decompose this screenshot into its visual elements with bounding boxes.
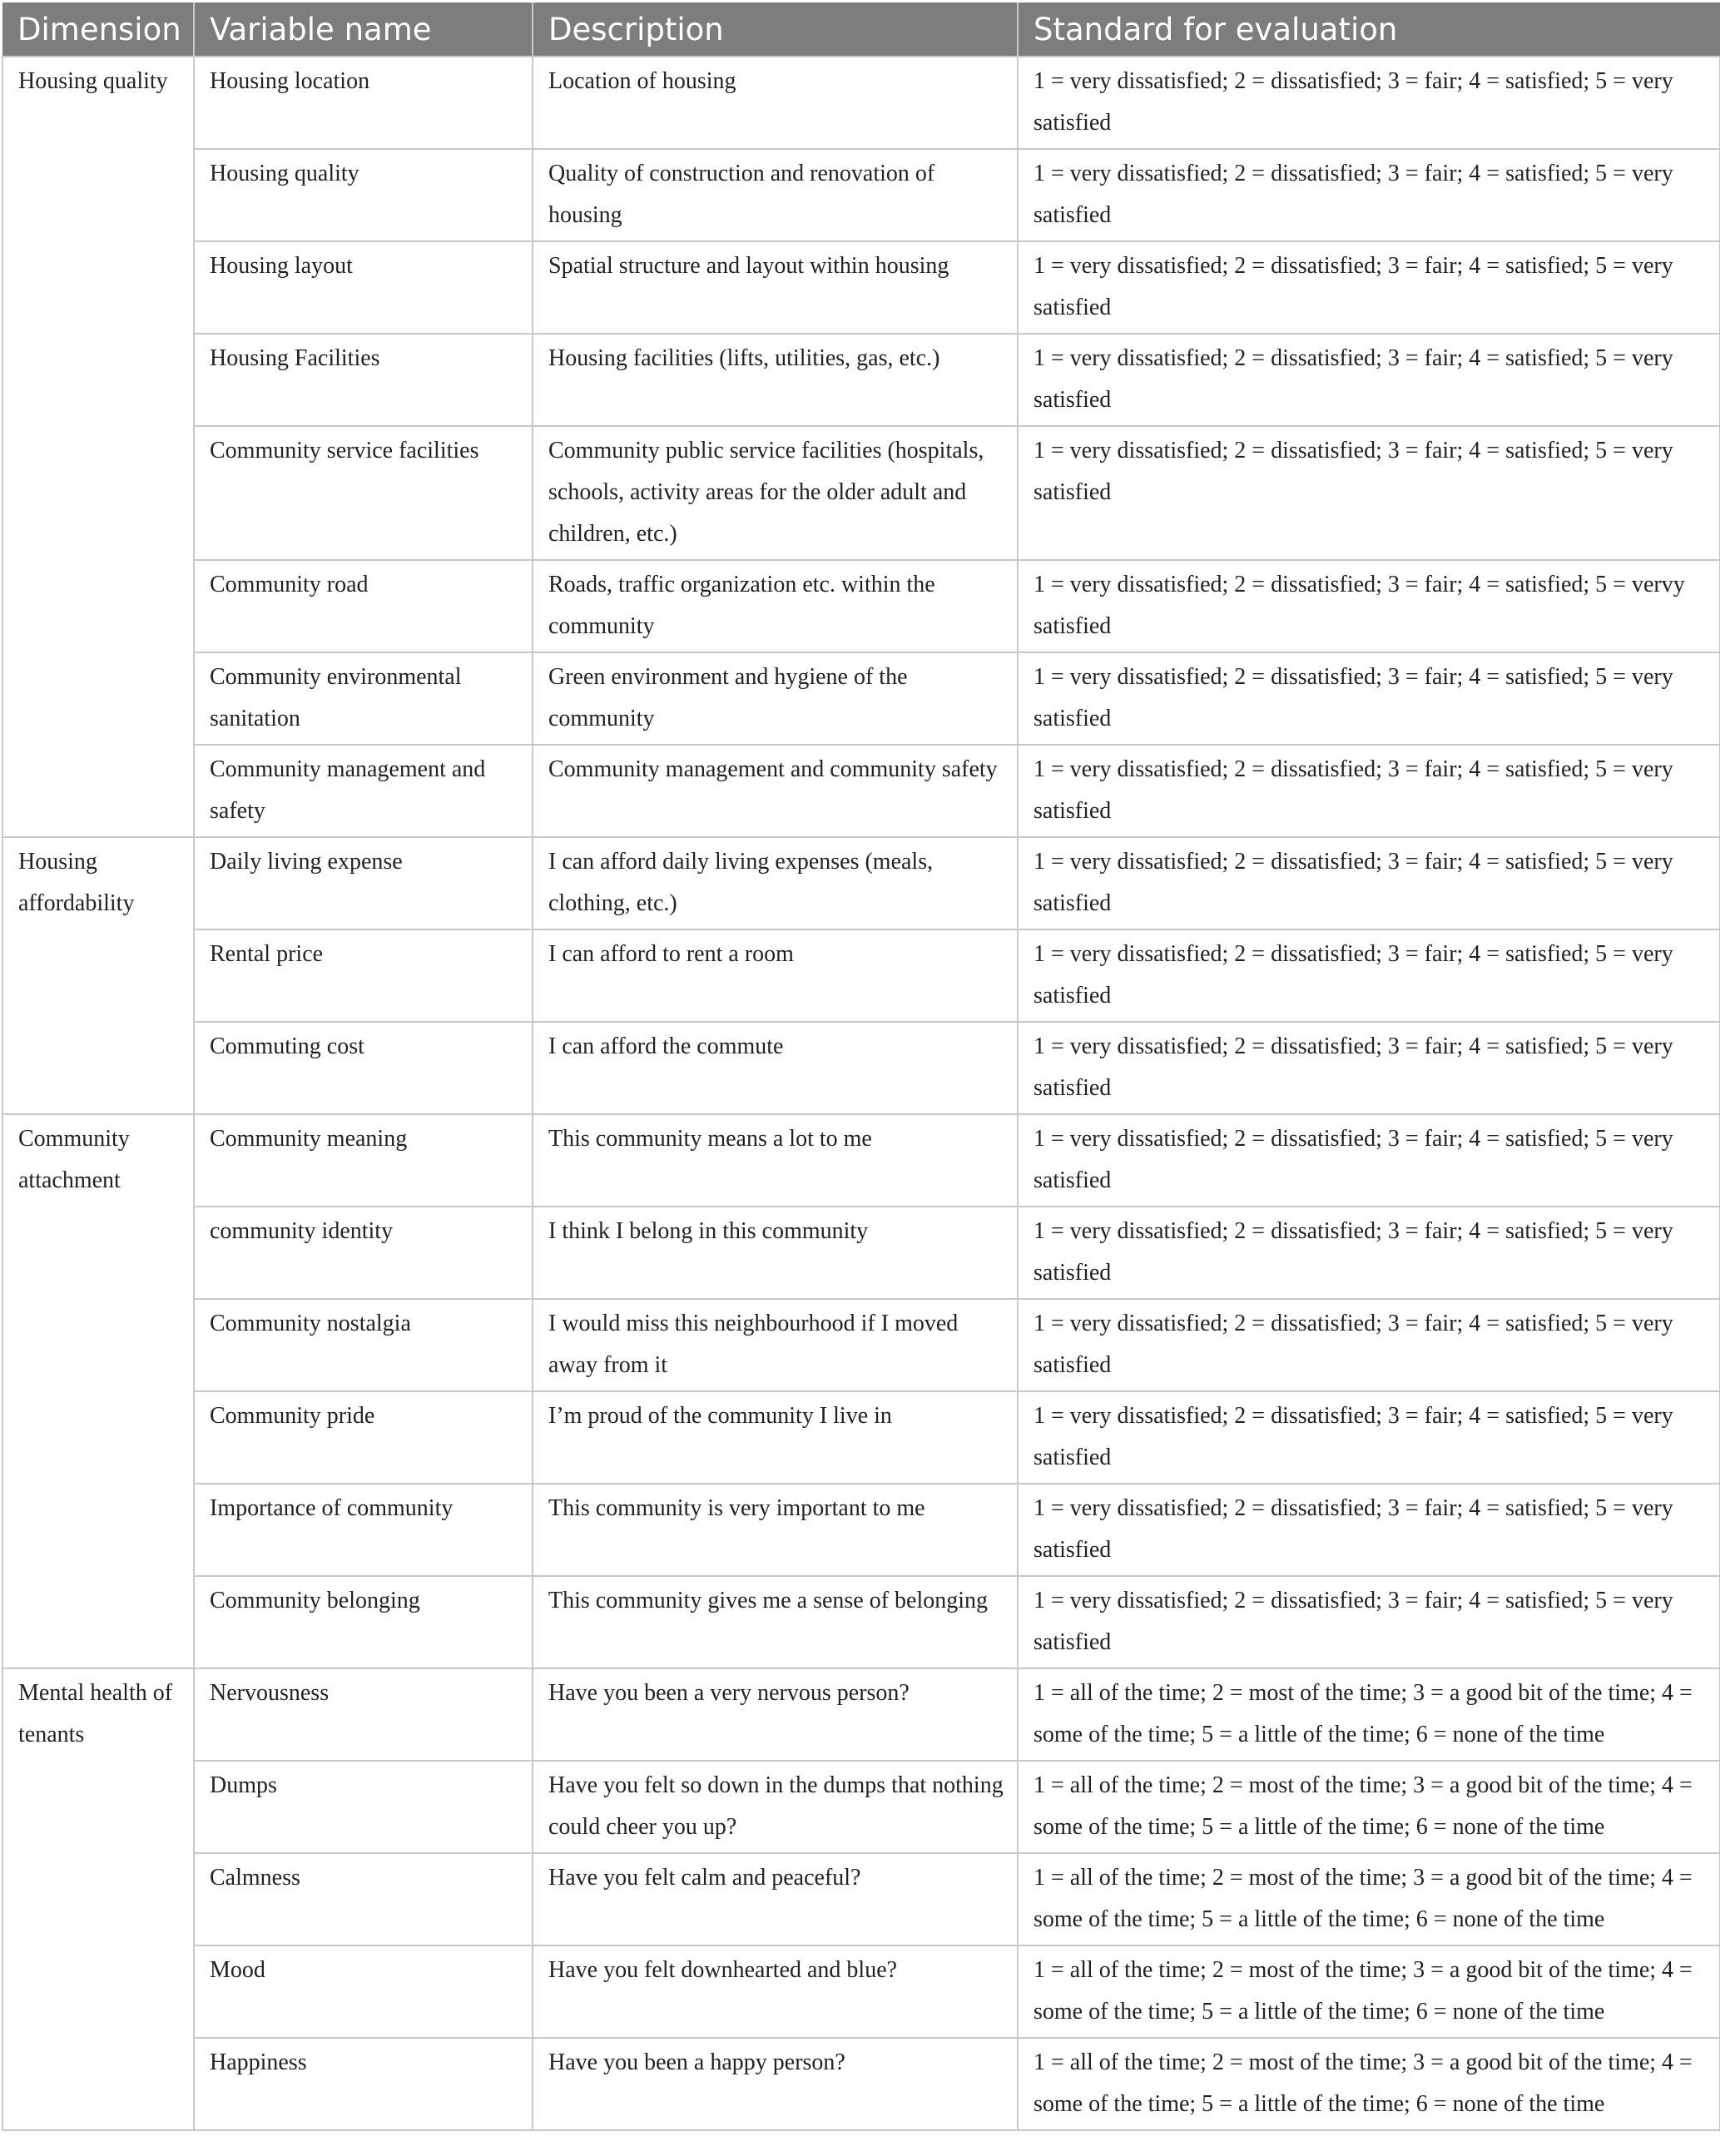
header-description: Description (533, 2, 1018, 57)
description-cell: Quality of construction and renovation of housing (533, 149, 1018, 241)
description-cell: This community means a lot to me (533, 1114, 1018, 1207)
table-row (2, 560, 1720, 652)
variable-name-cell: Housing quality (194, 149, 533, 241)
variable-name-cell: Dumps (194, 1761, 533, 1853)
standard-cell: 1 = very dissatisfied; 2 = dissatisfied; 3 = fair; 4 = satisfied; 5 = very satisfied (1018, 1207, 1720, 1299)
variable-name-cell: Community nostalgia (194, 1299, 533, 1391)
table-row (2, 929, 1720, 1022)
description-cell: Housing facilities (lifts, utilities, gas, etc.) (533, 334, 1018, 426)
description-cell: I can afford to rent a room (533, 929, 1018, 1022)
standard-cell: 1 = very dissatisfied; 2 = dissatisfied; 3 = fair; 4 = satisfied; 5 = very satisfied (1018, 1022, 1720, 1114)
variable-name-cell: community identity (194, 1207, 533, 1299)
variable-name-cell: Housing layout (194, 241, 533, 334)
header-row (2, 2, 1720, 57)
description-cell: Community management and community safety (533, 745, 1018, 837)
standard-cell: 1 = very dissatisfied; 2 = dissatisfied; 3 = fair; 4 = satisfied; 5 = very satisfied (1018, 426, 1720, 560)
table-row (2, 1299, 1720, 1391)
variable-name-cell: Nervousness (194, 1668, 533, 1761)
table-row (2, 837, 1720, 929)
description-cell: Have you been a happy person? (533, 2038, 1018, 2130)
header-dimension: Dimension (2, 2, 194, 57)
variable-name-cell: Housing Facilities (194, 334, 533, 426)
standard-cell: 1 = very dissatisfied; 2 = dissatisfied; 3 = fair; 4 = satisfied; 5 = very satisfied (1018, 1391, 1720, 1484)
standard-cell: 1 = all of the time; 2 = most of the time; 3 = a good bit of the time; 4 = some of the time; 5 = a little of the time; 6 = none of the time (1018, 1853, 1720, 1945)
variable-name-cell: Community belonging (194, 1576, 533, 1668)
table-row (2, 426, 1720, 560)
dimension-cell: Housing quality (2, 57, 194, 837)
standard-cell: 1 = very dissatisfied; 2 = dissatisfied; 3 = fair; 4 = satisfied; 5 = very satisfied (1018, 652, 1720, 745)
standard-cell: 1 = all of the time; 2 = most of the time; 3 = a good bit of the time; 4 = some of the time; 5 = a little of the time; 6 = none of the time (1018, 2038, 1720, 2130)
description-cell: This community gives me a sense of belonging (533, 1576, 1018, 1668)
description-cell: Have you felt downhearted and blue? (533, 1945, 1018, 2038)
description-cell: Community public service facilities (hospitals, schools, activity areas for the older adult and children, etc.) (533, 426, 1018, 560)
variable-name-cell: Importance of community (194, 1484, 533, 1576)
table-row (2, 1576, 1720, 1668)
description-cell: I can afford the commute (533, 1022, 1018, 1114)
description-cell: I can afford daily living expenses (meals, clothing, etc.) (533, 837, 1018, 929)
table-row (2, 1207, 1720, 1299)
description-cell: Green environment and hygiene of the community (533, 652, 1018, 745)
variable-name-cell: Mood (194, 1945, 533, 2038)
standard-cell: 1 = all of the time; 2 = most of the time; 3 = a good bit of the time; 4 = some of the time; 5 = a little of the time; 6 = none of the time (1018, 1945, 1720, 2038)
variable-name-cell: Community service facilities (194, 426, 533, 560)
description-cell: Have you felt so down in the dumps that nothing could cheer you up? (533, 1761, 1018, 1853)
variable-name-cell: Community pride (194, 1391, 533, 1484)
variable-name-cell: Housing location (194, 57, 533, 149)
table-header (2, 2, 1720, 57)
table-body (2, 57, 1720, 2130)
dimension-cell: Housing affordability (2, 837, 194, 1114)
table-row (2, 241, 1720, 334)
variable-name-cell: Happiness (194, 2038, 533, 2130)
standard-cell: 1 = very dissatisfied; 2 = dissatisfied; 3 = fair; 4 = satisfied; 5 = very satisfied (1018, 745, 1720, 837)
table-row (2, 1668, 1720, 1761)
variable-name-cell: Community road (194, 560, 533, 652)
description-cell: This community is very important to me (533, 1484, 1018, 1576)
table-row (2, 334, 1720, 426)
standard-cell: 1 = very dissatisfied; 2 = dissatisfied; 3 = fair; 4 = satisfied; 5 = very satisfied (1018, 1114, 1720, 1207)
standard-cell: 1 = very dissatisfied; 2 = dissatisfied; 3 = fair; 4 = satisfied; 5 = very satisfied (1018, 1576, 1720, 1668)
description-cell: Roads, traffic organization etc. within the community (533, 560, 1018, 652)
table-row (2, 1853, 1720, 1945)
variable-name-cell: Commuting cost (194, 1022, 533, 1114)
table-row (2, 1391, 1720, 1484)
description-cell: I think I belong in this community (533, 1207, 1018, 1299)
standard-cell: 1 = very dissatisfied; 2 = dissatisfied; 3 = fair; 4 = satisfied; 5 = very satisfied (1018, 149, 1720, 241)
description-cell: I would miss this neighbourhood if I moved away from it (533, 1299, 1018, 1391)
table-row (2, 1114, 1720, 1207)
description-cell: Spatial structure and layout within housing (533, 241, 1018, 334)
table-row (2, 1945, 1720, 2038)
standard-cell: 1 = all of the time; 2 = most of the time; 3 = a good bit of the time; 4 = some of the time; 5 = a little of the time; 6 = none of the time (1018, 1668, 1720, 1761)
table-row (2, 652, 1720, 745)
standard-cell: 1 = very dissatisfied; 2 = dissatisfied; 3 = fair; 4 = satisfied; 5 = very satisfied (1018, 57, 1720, 149)
variable-name-cell: Community management and safety (194, 745, 533, 837)
standard-cell: 1 = very dissatisfied; 2 = dissatisfied; 3 = fair; 4 = satisfied; 5 = very satisfied (1018, 241, 1720, 334)
description-cell: Have you been a very nervous person? (533, 1668, 1018, 1761)
standard-cell: 1 = very dissatisfied; 2 = dissatisfied; 3 = fair; 4 = satisfied; 5 = very satisfied (1018, 1299, 1720, 1391)
variable-name-cell: Daily living expense (194, 837, 533, 929)
variable-name-cell: Community environmental sanitation (194, 652, 533, 745)
description-cell: I’m proud of the community I live in (533, 1391, 1018, 1484)
dimension-cell: Mental health of tenants (2, 1668, 194, 2130)
header-standard: Standard for evaluation (1018, 2, 1720, 57)
variables-table (2, 2, 1720, 2131)
table-row (2, 57, 1720, 149)
standard-cell: 1 = very dissatisfied; 2 = dissatisfied; 3 = fair; 4 = satisfied; 5 = very satisfied (1018, 334, 1720, 426)
variable-name-cell: Community meaning (194, 1114, 533, 1207)
dimension-cell: Community attachment (2, 1114, 194, 1668)
table-row (2, 1484, 1720, 1576)
table-row (2, 149, 1720, 241)
standard-cell: 1 = very dissatisfied; 2 = dissatisfied; 3 = fair; 4 = satisfied; 5 = very satisfied (1018, 837, 1720, 929)
header-variable-name: Variable name (194, 2, 533, 57)
standard-cell: 1 = very dissatisfied; 2 = dissatisfied; 3 = fair; 4 = satisfied; 5 = vervy satisfied (1018, 560, 1720, 652)
standard-cell: 1 = very dissatisfied; 2 = dissatisfied; 3 = fair; 4 = satisfied; 5 = very satisfied (1018, 1484, 1720, 1576)
description-cell: Location of housing (533, 57, 1018, 149)
standard-cell: 1 = very dissatisfied; 2 = dissatisfied; 3 = fair; 4 = satisfied; 5 = very satisfied (1018, 929, 1720, 1022)
table-row (2, 745, 1720, 837)
table-row (2, 2038, 1720, 2130)
variable-name-cell: Calmness (194, 1853, 533, 1945)
description-cell: Have you felt calm and peaceful? (533, 1853, 1018, 1945)
table-row (2, 1022, 1720, 1114)
variable-name-cell: Rental price (194, 929, 533, 1022)
standard-cell: 1 = all of the time; 2 = most of the time; 3 = a good bit of the time; 4 = some of the time; 5 = a little of the time; 6 = none of the time (1018, 1761, 1720, 1853)
table-row (2, 1761, 1720, 1853)
